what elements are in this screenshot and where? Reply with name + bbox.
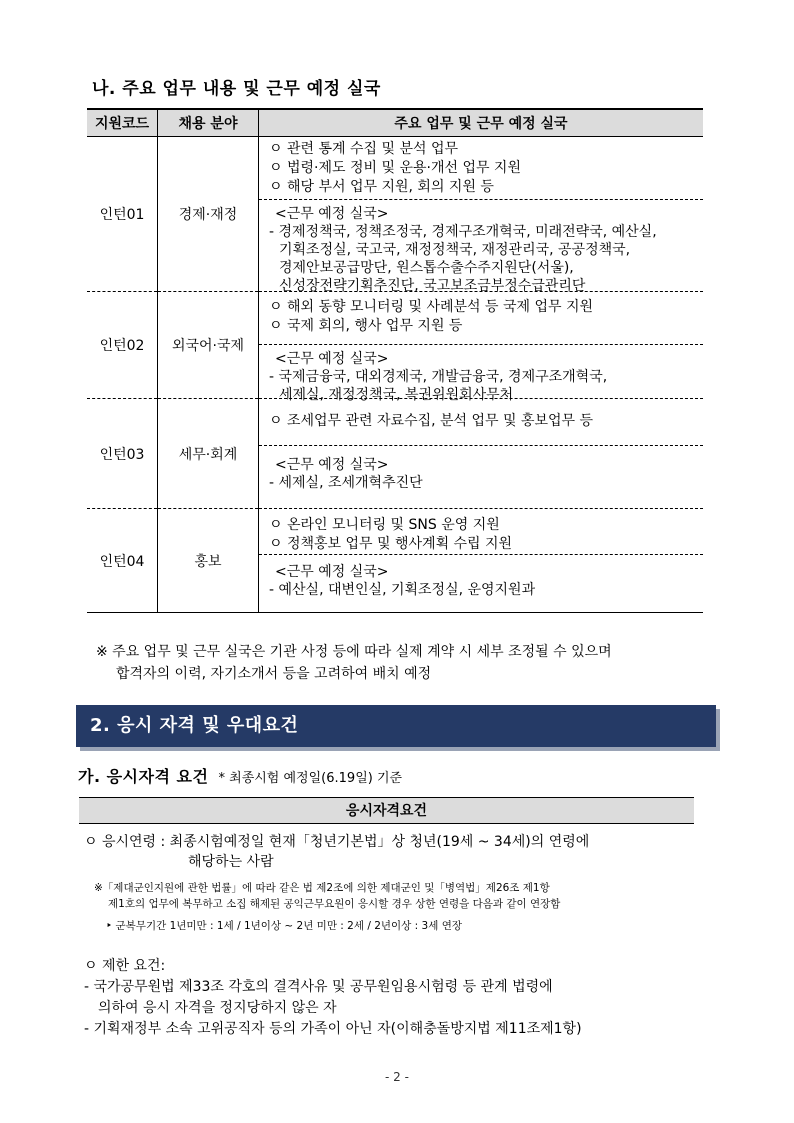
dept-label: <근무 예정 실국> (275, 457, 389, 473)
dept-list (259, 446, 703, 508)
jobs-table (87, 108, 703, 613)
qualification-body (84, 832, 724, 1040)
header-code: 지원코드 (87, 109, 158, 137)
job-details (259, 509, 704, 613)
page-number: - 2 - (385, 1070, 409, 1084)
age-line: ㅇ 응시연령 : 최종시험예정일 현재「청년기본법」상 청년(19세 ~ 34세)의 연령에 (84, 834, 590, 850)
dept-line: 신성장전략기획추진단, 국고보조금부정수급관리단 (279, 278, 586, 294)
jobs-table-header (87, 109, 703, 137)
job-field: 경제·재정 (158, 137, 259, 292)
duty-item: ㅇ 국제 회의, 행사 업무 지원 등 (269, 318, 463, 334)
dept-label: <근무 예정 실국> (275, 351, 389, 367)
restrict-title: ㅇ 제한 요건: (84, 958, 166, 974)
dept-line: - 경제정책국, 정책조정국, 경제구조개혁국, 미래전략국, 예산실, (269, 224, 657, 240)
dept-line: - 세제실, 조세개혁추진단 (269, 475, 423, 491)
job-field: 홍보 (158, 509, 259, 613)
restrict-line: 의하여 응시 자격을 정지당하지 않은 자 (98, 1000, 337, 1016)
duty-item: ㅇ 법령·제도 정비 및 운용·개선 업무 지원 (269, 160, 521, 176)
table-row (87, 509, 703, 613)
duties-list (259, 399, 703, 446)
table-row (87, 137, 703, 292)
dept-line: - 예산실, 대변인실, 기획조정실, 운영지원과 (269, 582, 536, 598)
header-field: 채용 분야 (158, 109, 259, 137)
assignment-note (96, 641, 736, 685)
job-details (259, 292, 704, 403)
duties-list (259, 292, 703, 345)
dept-list (259, 555, 703, 612)
job-field: 세무·회계 (158, 399, 259, 509)
dept-label: <근무 예정 실국> (275, 564, 389, 580)
restriction-requirements (84, 956, 724, 1040)
duty-item: ㅇ 정책홍보 업무 및 행사계획 수립 지원 (269, 536, 513, 552)
table-row (87, 399, 703, 509)
note-line: 합격자의 이력, 자기소개서 등을 고려하여 배치 예정 (116, 666, 432, 682)
dept-list (259, 345, 703, 403)
job-code: 인턴03 (87, 399, 158, 509)
section-heading-2: 2. 응시 자격 및 우대요건 (76, 705, 716, 747)
dept-line: 기획조정실, 국고국, 재정정책국, 재정관리국, 공공정책국, (279, 242, 631, 258)
military-extension: ‣ 군복무기간 1년미만 : 1세 / 1년이상 ~ 2년 미만 : 2세 / 2년이상 : 3세 연장 (106, 920, 462, 932)
age-line: 해당하는 사람 (188, 854, 274, 870)
restrict-line: - 기획재정부 소속 고위공직자 등의 가족이 아닌 자(이해충돌방지법 제11조제1항) (84, 1021, 582, 1037)
job-code: 인턴02 (87, 292, 158, 399)
job-details (259, 399, 704, 509)
footnote-line: 제1호의 업무에 복무하고 소집 해제된 공익근무요원이 응시할 경우 상한 연령을 다음과 같이 연장함 (108, 898, 561, 910)
section-heading-ga (78, 764, 402, 787)
dept-list (259, 200, 703, 294)
job-field: 외국어·국제 (158, 292, 259, 399)
duty-item: ㅇ 온라인 모니터링 및 SNS 운영 지원 (269, 517, 500, 533)
dept-line: 경제안보공급망단, 원스톱수출수주지원단(서울), (279, 260, 574, 276)
duty-item: ㅇ 해외 동향 모니터링 및 사례분석 등 국제 업무 지원 (269, 299, 594, 315)
duty-item: ㅇ 조세업무 관련 자료수집, 분석 업무 및 홍보업무 등 (269, 413, 594, 429)
job-details (259, 137, 704, 292)
section-ga-subtitle: * 최종시험 예정일(6.19일) 기준 (218, 771, 403, 786)
duties-list (259, 137, 703, 200)
note-line: ※ 주요 업무 및 근무 실국은 기관 사정 등에 따라 실제 계약 시 세부 조정될 수 있으며 (96, 644, 612, 660)
footnote-line: ※「제대군인지원에 관한 법률」에 따라 같은 법 제2조에 의한 제대군인 및「병역법」제26조 제1항 (94, 882, 550, 894)
duties-list (259, 509, 703, 555)
section-heading-na: 나. 주요 업무 내용 및 근무 예정 실국 (92, 79, 381, 99)
qualification-header: 응시자격요건 (79, 797, 694, 824)
dept-label: <근무 예정 실국> (275, 206, 389, 222)
duty-item: ㅇ 관련 통계 수집 및 분석 업무 (269, 141, 458, 157)
restrict-line: - 국가공무원법 제33조 각호의 결격사유 및 공무원임용시험령 등 관계 법령에 (84, 979, 553, 995)
dept-line: 세제실, 재정정책국, 복권위원회사무처 (279, 387, 514, 403)
job-code: 인턴04 (87, 509, 158, 613)
section-ga-title: 가. 응시자격 요건 (78, 767, 209, 786)
header-duties: 주요 업무 및 근무 예정 실국 (259, 109, 704, 137)
age-requirement (84, 832, 724, 872)
dept-line: - 국제금융국, 대외경제국, 개발금융국, 경제구조개혁국, (269, 369, 608, 385)
job-code: 인턴01 (87, 137, 158, 292)
table-row (87, 292, 703, 399)
duty-item: ㅇ 해당 부서 업무 지원, 회의 지원 등 (269, 179, 494, 195)
veteran-footnote (84, 880, 724, 912)
